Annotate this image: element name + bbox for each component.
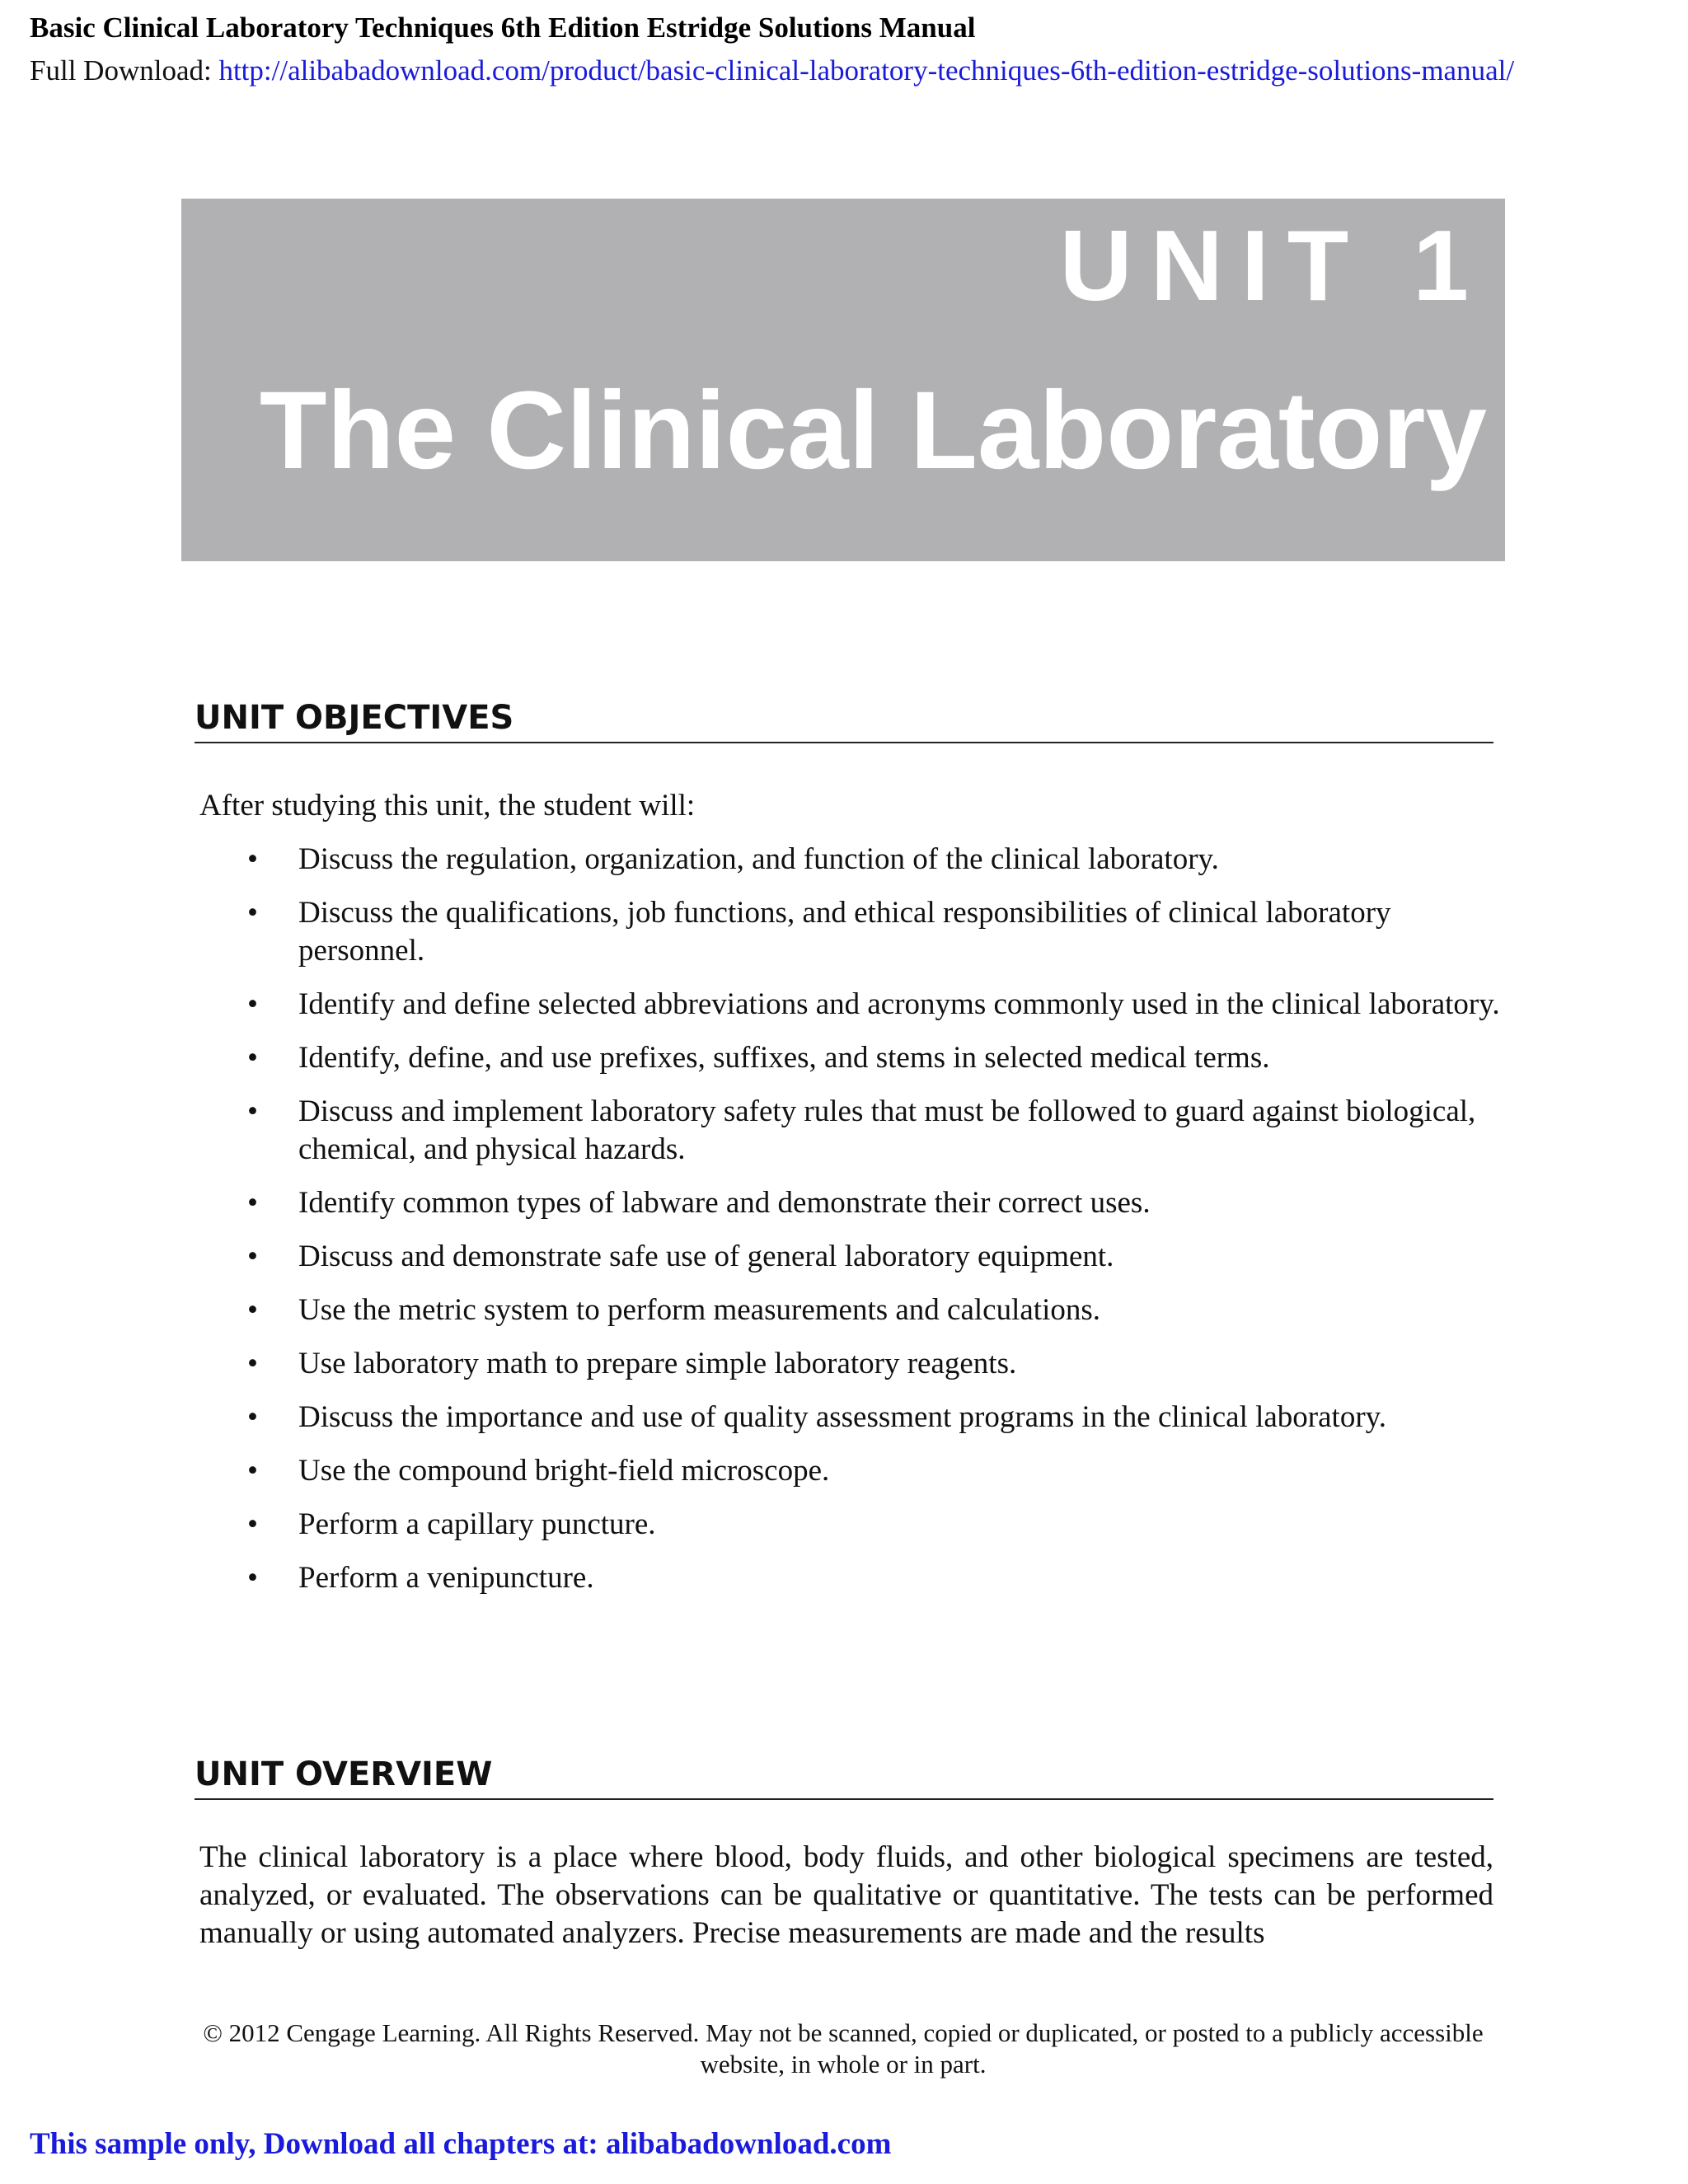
list-item: • Use the metric system to perform measurements and calculations.: [199, 1291, 1502, 1329]
list-item: • Identify and define selected abbreviations and acronyms commonly used in the clinical laboratory.: [199, 986, 1502, 1024]
download-promo-link[interactable]: This sample only, Download all chapters at: alibabadownload.com: [30, 2127, 892, 2161]
full-download-link[interactable]: http://alibabadownload.com/product/basic-clinical-laboratory-techniques-6th-edition-estridge-solutions-manual/: [218, 54, 1515, 87]
copyright-notice: © 2012 Cengage Learning. All Rights Reserved. May not be scanned, copied or duplicated, or posted to a publicly accessible website, in whole or in part.: [203, 2018, 1484, 2079]
list-item: • Identify, define, and use prefixes, suffixes, and stems in selected medical terms.: [199, 1039, 1502, 1077]
full-download-label: Full Download:: [30, 54, 219, 87]
objectives-heading: UNIT OBJECTIVES: [195, 699, 1493, 743]
unit-title: The Clinical Laboratory: [259, 369, 1487, 492]
unit-number: UNIT 1: [1059, 209, 1487, 321]
overview-heading: UNIT OVERVIEW: [195, 1755, 1493, 1800]
objectives-list: [199, 841, 1502, 1613]
list-item: • Discuss and demonstrate safe use of general laboratory equipment.: [199, 1238, 1502, 1276]
list-item: • Identify common types of labware and demonstrate their correct uses.: [199, 1184, 1502, 1222]
list-item: • Perform a capillary puncture.: [199, 1506, 1502, 1544]
list-item: • Use the compound bright-field microscope.: [199, 1452, 1502, 1490]
unit-banner: [181, 199, 1505, 561]
list-item: • Perform a venipuncture.: [199, 1559, 1502, 1597]
objectives-intro: After studying this unit, the student will:: [199, 789, 696, 823]
list-item: • Discuss the regulation, organization, and function of the clinical laboratory.: [199, 841, 1502, 879]
full-download-line: [30, 54, 1514, 87]
list-item: • Discuss and implement laboratory safety rules that must be followed to guard against biological, chemical, and physical hazards.: [199, 1093, 1502, 1169]
document-source-title: Basic Clinical Laboratory Techniques 6th Edition Estridge Solutions Manual: [30, 12, 976, 44]
list-item: • Discuss the importance and use of quality assessment programs in the clinical laboratory.: [199, 1399, 1502, 1436]
overview-paragraph: The clinical laboratory is a place where blood, body fluids, and other biological specimens are tested, analyzed, or evaluated. The observations can be qualitative or quantitative. The tests can be performed manually or using automated analyzers. Precise measurements are made and the results: [199, 1840, 1493, 1950]
list-item: • Use laboratory math to prepare simple laboratory reagents.: [199, 1345, 1502, 1383]
list-item: • Discuss the qualifications, job functions, and ethical responsibilities of clinical laboratory personnel.: [199, 894, 1502, 970]
